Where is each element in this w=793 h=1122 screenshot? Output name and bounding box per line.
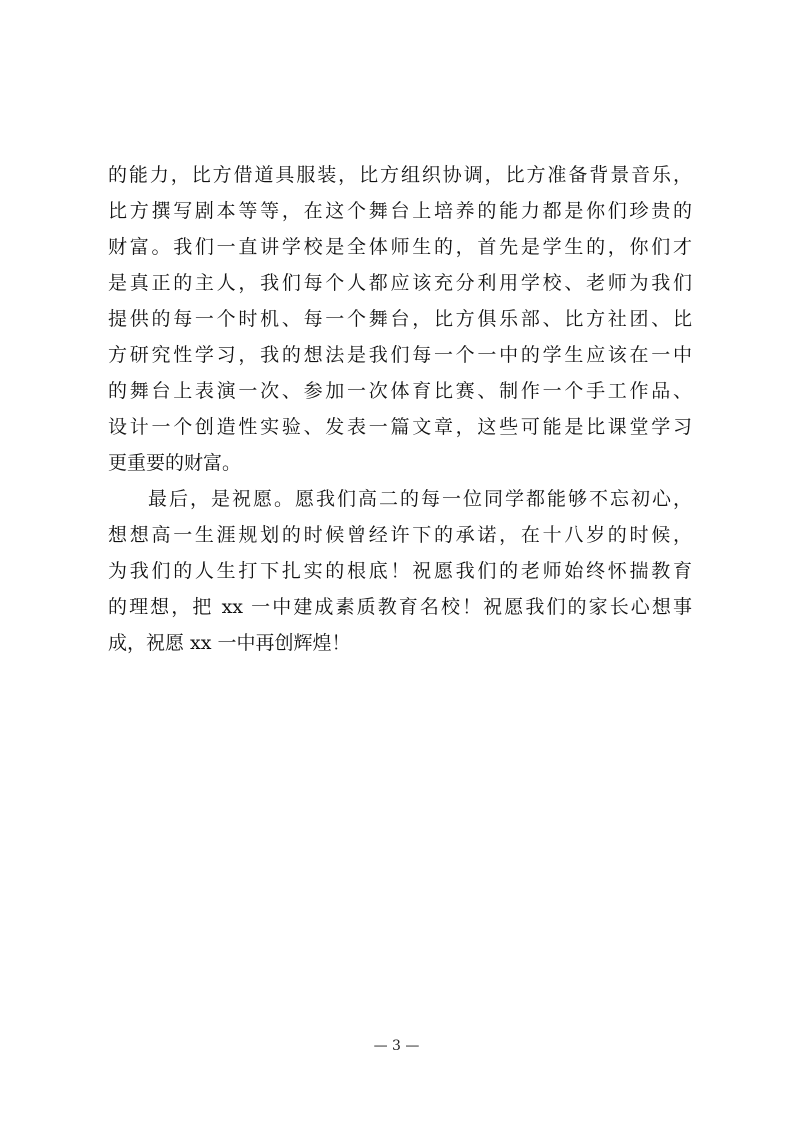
text-line: 的舞台上表演一次、参加一次体育比赛、制作一个手工作品、 [108,380,692,402]
text-line: 的理想，把 xx 一中建成素质教育名校！祝愿我们的家长心想事 [108,596,692,618]
text-line: 的能力，比方借道具服装，比方组织协调，比方准备背景音乐， [108,164,692,186]
text-line: 最后，是祝愿。愿我们高二的每一位同学都能够不忘初心， [148,488,692,510]
text-line: 比方撰写剧本等等，在这个舞台上培养的能力都是你们珍贵的 [108,200,692,222]
text-line: 设计一个创造性实验、发表一篇文章，这些可能是比课堂学习 [108,416,692,438]
text-line: 想想高一生涯规划的时候曾经许下的承诺，在十八岁的时候， [108,524,692,546]
text-line: 财富。我们一直讲学校是全体师生的，首先是学生的，你们才 [108,236,692,258]
paragraph-activities [108,157,692,481]
text-line: 方研究性学习，我的想法是我们每一个一中的学生应该在一中 [108,344,692,366]
text-line: 成，祝愿 xx 一中再创辉煌！ [108,632,351,654]
page-number: — 3 — [373,1038,420,1054]
text-line: 为我们的人生打下扎实的根底！祝愿我们的老师始终怀揣教育 [108,560,692,582]
paragraph-wishes [108,481,692,661]
text-line: 更重要的财富。 [108,452,242,474]
body-text [108,157,692,661]
text-line: 是真正的主人，我们每个人都应该充分利用学校、老师为我们 [108,272,692,294]
text-line: 提供的每一个时机、每一个舞台，比方俱乐部、比方社团、比 [108,308,692,330]
